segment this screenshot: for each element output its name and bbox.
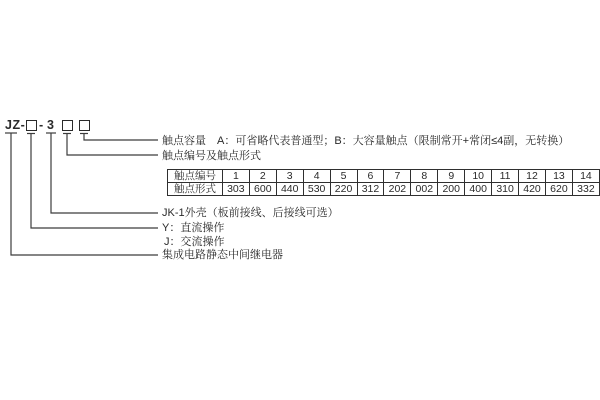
contact-number-cell: 6 [357,170,384,183]
leader-line-dc-operation [31,133,158,228]
contact-forms-row [168,183,600,196]
leader-line-contact-capacity [84,133,158,140]
contact-numbers-row-header: 触点编号 [168,170,223,183]
contact-number-cell: 4 [303,170,330,183]
contact-form-cell: 420 [519,183,546,196]
model-separator: - [39,118,44,132]
label-contact-capacity: 触点容量 A：可省略代表普通型；B：大容量触点（限制常开+常闭≤4副，无转换） [162,135,570,147]
contact-number-cell: 13 [545,170,572,183]
model-box-contact-capacity [79,120,90,131]
contact-number-cell: 9 [438,170,465,183]
label-contact-numbering: 触点编号及触点形式 [162,150,261,162]
contact-forms-row-header: 触点形式 [168,183,223,196]
contact-number-cell: 14 [572,170,599,183]
contact-form-cell: 600 [249,183,276,196]
contact-number-cell: 5 [330,170,357,183]
contact-form-cell: 620 [545,183,572,196]
contact-number-cell: 1 [222,170,249,183]
contact-form-cell: 310 [492,183,519,196]
contact-form-cell: 400 [465,183,492,196]
contact-form-cell: 202 [384,183,411,196]
contact-form-cell: 530 [303,183,330,196]
model-box-operation [26,120,37,131]
contact-form-cell: 220 [330,183,357,196]
contact-number-cell: 10 [465,170,492,183]
contact-number-cell: 7 [384,170,411,183]
contact-form-cell: 200 [438,183,465,196]
model-box-contact-numbering [62,120,73,131]
label-dc-operation: Y：直流操作 [162,222,225,234]
contact-form-cell: 332 [572,183,599,196]
label-ac-operation: J：交流操作 [164,236,225,248]
label-product-name: 集成电路静态中间继电器 [162,249,283,261]
contact-number-cell: 3 [276,170,303,183]
contact-number-cell: 11 [492,170,519,183]
leader-line-contact-numbering [67,133,158,155]
model-frame-number: 3 [47,118,55,132]
contact-table-container [167,169,600,196]
label-case: JK-1外壳（板前接线、后接线可选） [162,207,339,219]
contact-form-cell: 440 [276,183,303,196]
contact-form-cell: 002 [411,183,438,196]
contact-numbers-row [168,170,600,183]
contact-form-cell: 312 [357,183,384,196]
contact-number-cell: 12 [519,170,546,183]
contact-number-cell: 8 [411,170,438,183]
leader-line-product-name [11,133,158,255]
contact-form-cell: 303 [222,183,249,196]
contact-number-cell: 2 [249,170,276,183]
contact-table [167,169,600,196]
model-prefix: JZ- [5,118,26,132]
